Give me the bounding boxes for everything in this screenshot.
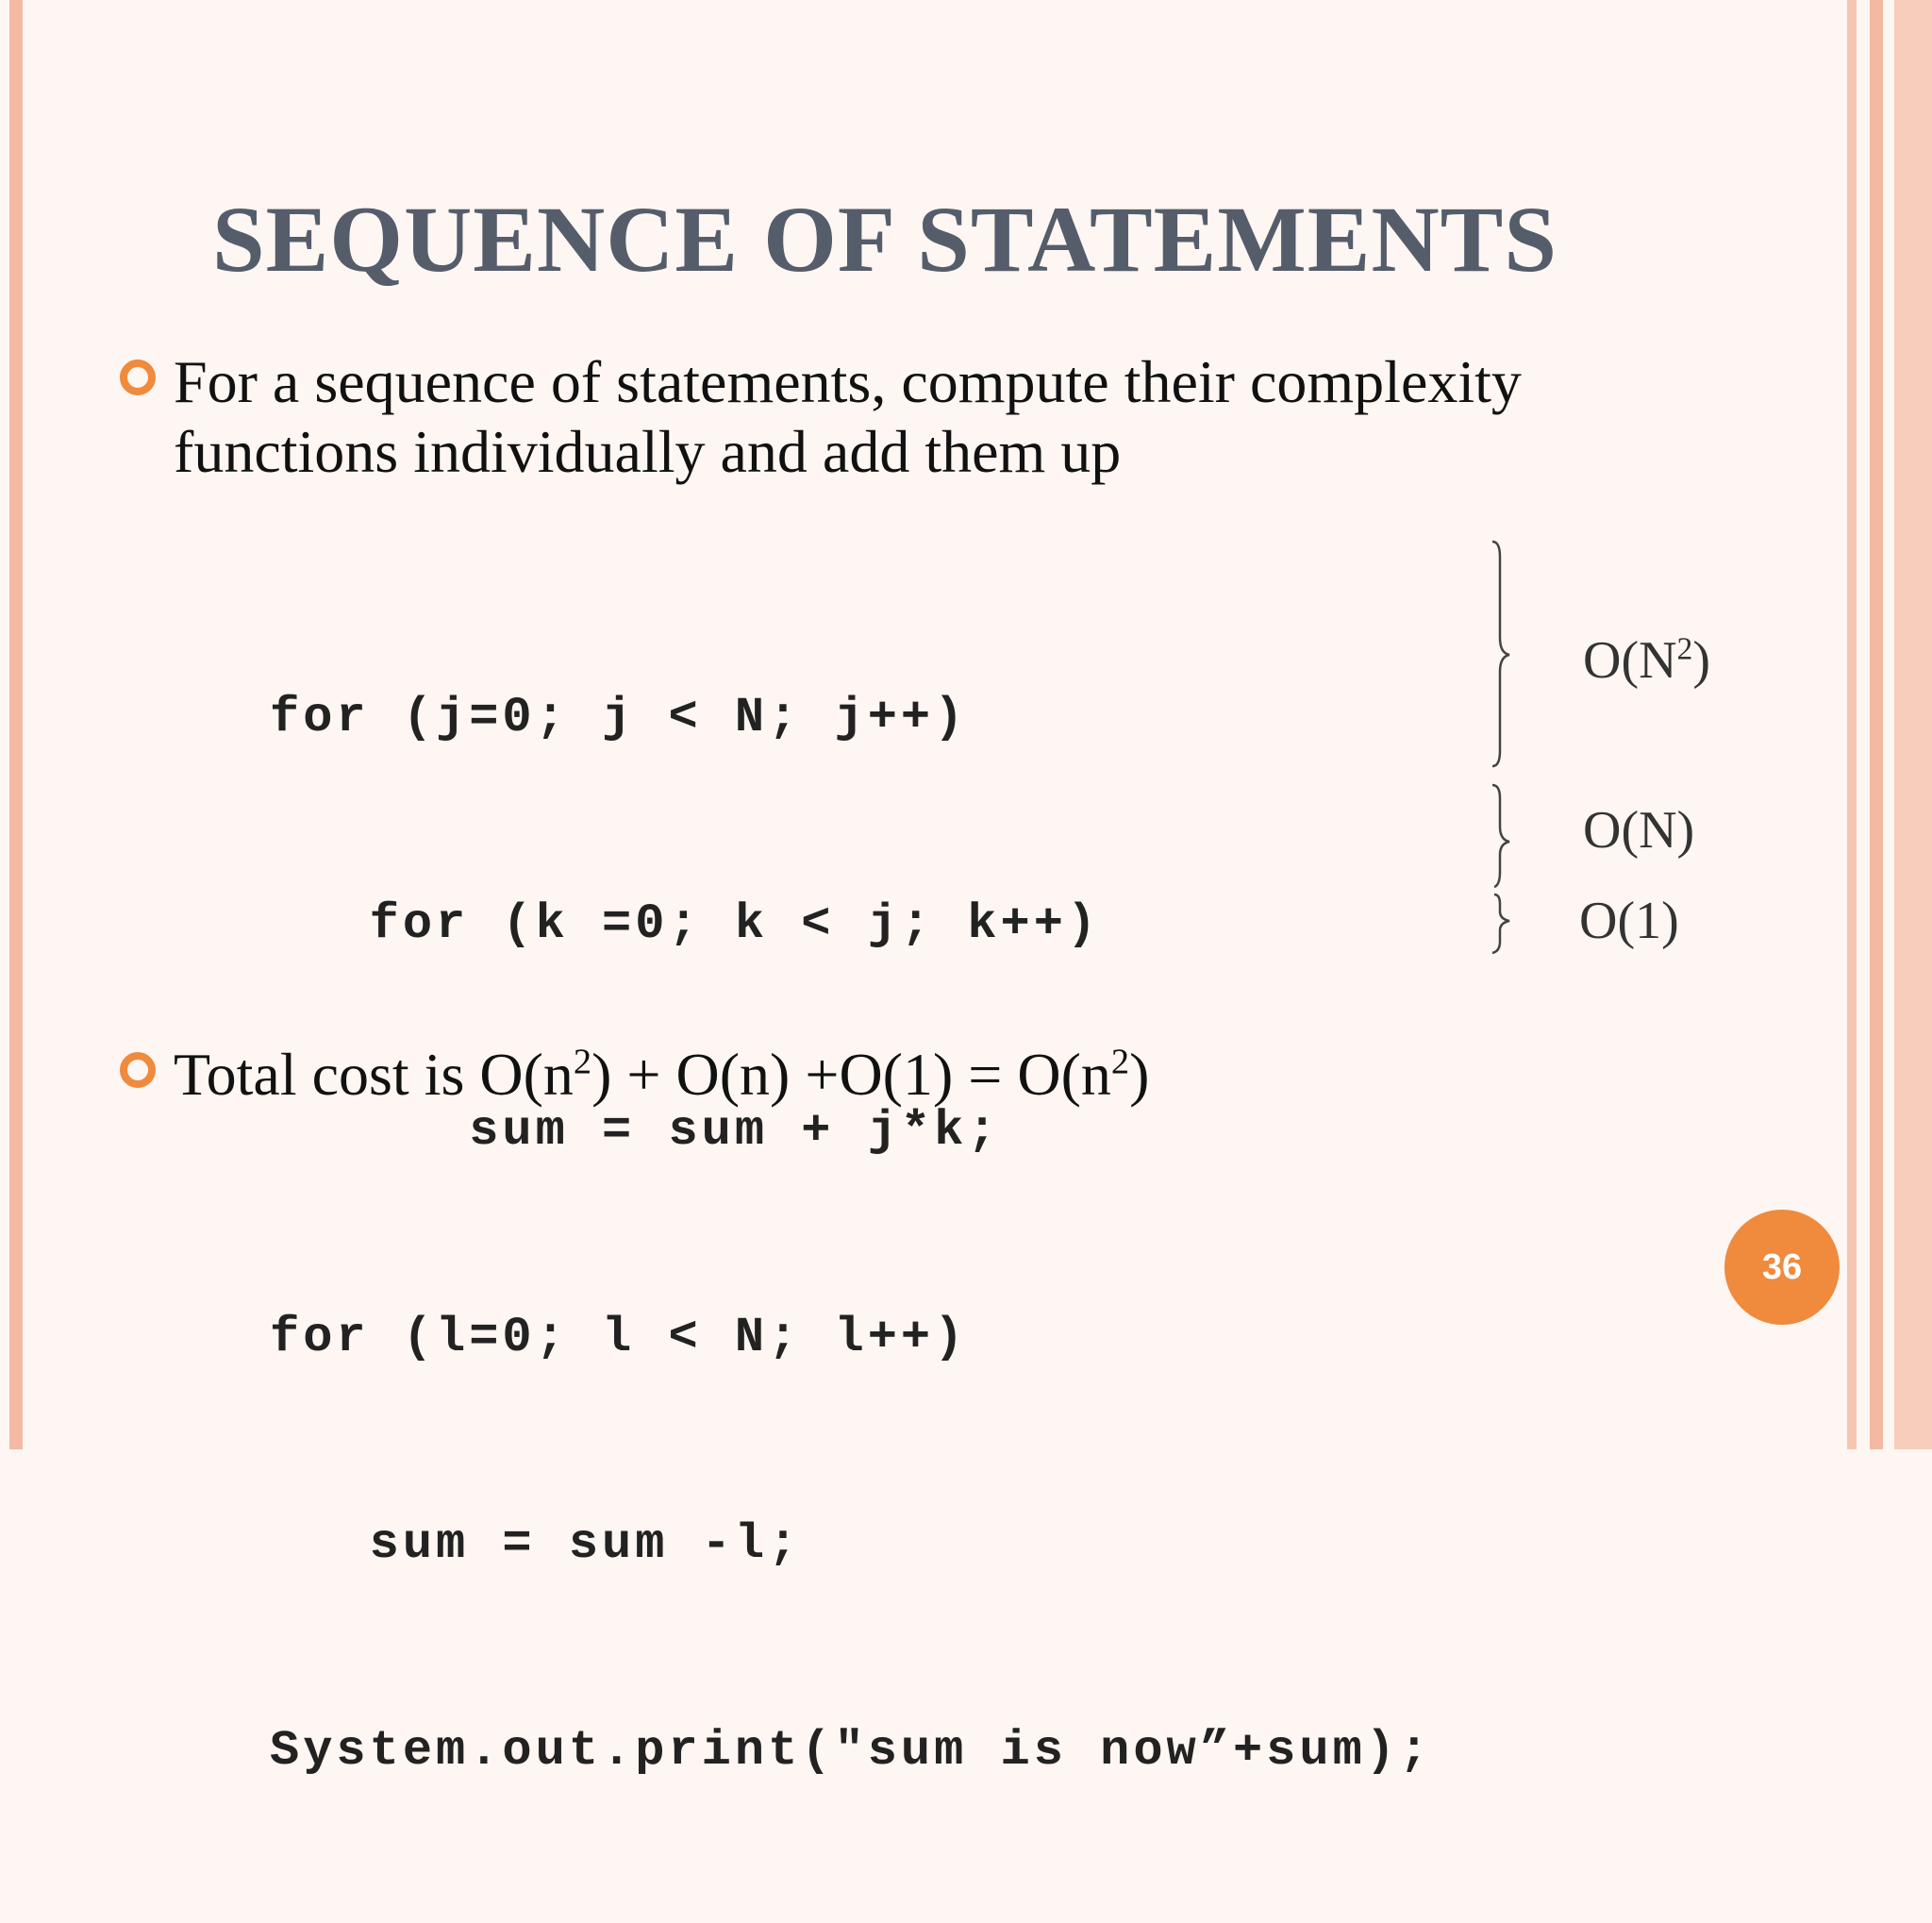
complexity-1-exponent: 2 [1676,631,1693,667]
complexity-label-1 [1583,630,1710,691]
total-exponent-1: 2 [573,1042,592,1082]
total-cost-line [174,1040,1149,1110]
brace-icon [1492,785,1509,887]
total-suffix: ) [1129,1041,1150,1108]
code-line: for (l=0; l < N; l++) [270,1310,968,1365]
total-middle: ) + O(n) +O(1) = O(n [591,1041,1111,1108]
code-line: for (k =0; k < j; k++) [270,896,1101,952]
complexity-label-2: O(N) [1583,801,1695,860]
brace-icon [1492,895,1509,953]
code-line: sum = sum + j*k; [270,1103,1001,1159]
total-exponent-2: 2 [1110,1042,1130,1082]
code-line: for (j=0; j < N; j++) [270,690,968,745]
code-line: System.out.print("sum is now”+sum); [270,1723,1433,1779]
bullet-1-line-2: functions individually and add them up [174,418,1122,485]
brace-icon [1492,542,1509,766]
page-number-badge: 36 [1724,1210,1840,1325]
bullet-ring-icon [120,1052,156,1088]
code-line: sum = sum -l; [270,1516,802,1572]
bullet-1-line-1: For a sequence of statements, compute their complexity [174,348,1522,415]
total-prefix: Total cost is O(n [174,1041,574,1108]
complexity-1-base: O(N [1583,631,1677,690]
complexity-1-close: ) [1692,631,1710,690]
slide-title: SEQUENCE OF STATEMENTS [211,187,1557,292]
complexity-label-3: O(1) [1579,892,1679,950]
